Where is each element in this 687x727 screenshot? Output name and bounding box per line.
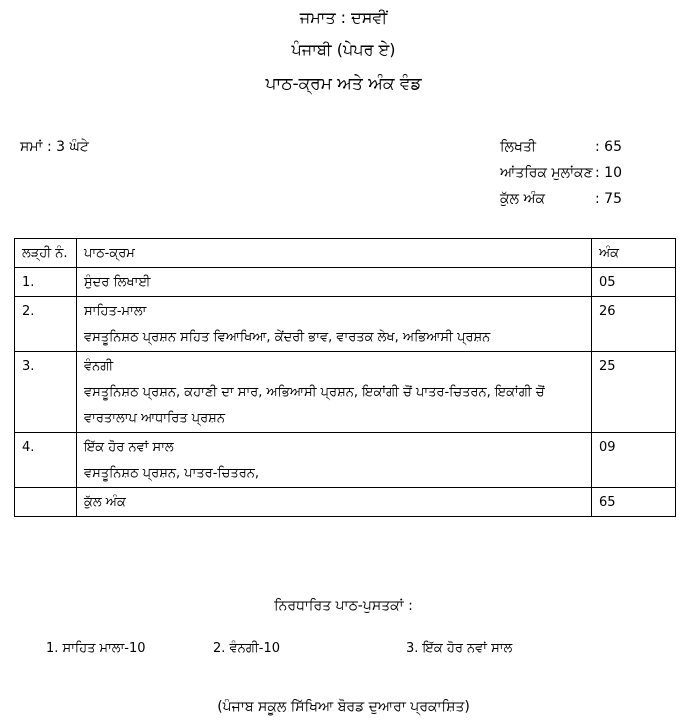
row-marks: 05 [592,268,676,297]
book-item: 2. ਵੰਨਗੀ-10 [213,641,280,656]
header-serial: ਲੜ੍ਹੀ ਨੰ. [15,239,77,268]
internal-assessment-value: : 10 [595,165,622,181]
book-item: 1. ਸਾਹਿਤ ਮਾਲਾ-10 [46,641,146,656]
written-marks-label: ਲਿਖਤੀ [500,139,537,155]
internal-assessment-label: ਆਂਤਰਿਕ ਮੁਲਾਂਕਣ [500,165,593,181]
row-line: ਸੁੰਦਰ ਲਿਖਾਈ [84,275,151,290]
row-marks: 09 [592,433,676,488]
row-serial: 3. [15,352,77,433]
row-content [77,268,592,297]
table-total-marks: 65 [592,488,676,517]
header-syllabus: ਪਾਠ-ਕ੍ਰਮ [77,239,592,268]
row-serial: 2. [15,297,77,352]
table-row [15,352,676,433]
table-row [15,268,676,297]
publisher-note: (ਪੰਜਾਬ ਸਕੂਲ ਸਿੱਖਿਆ ਬੋਰਡ ਦੁਆਰਾ ਪ੍ਰਕਾਸ਼ਿਤ) [217,699,470,715]
row-line: ਵਸਤੂਨਿਸ਼ਠ ਪ੍ਰਸ਼ਨ, ਪਾਤਰ-ਚਿਤਰਨ, [84,466,260,481]
row-line: ਵਾਰਤਾਲਾਪ ਆਧਾਰਿਤ ਪ੍ਰਸ਼ਨ [84,411,225,426]
exam-duration: ਸਮਾਂ : 3 ਘੰਟੇ [20,139,89,155]
row-line: ਇੱਕ ਹੋਰ ਨਵਾਂ ਸਾਲ [84,440,174,455]
total-marks-value: : 75 [595,191,622,207]
table-total-row [15,488,676,517]
table-header-row [15,239,676,268]
row-content [77,433,592,488]
internal-assessment-row [500,165,622,181]
header-marks: ਅੰਕ [592,239,676,268]
book-item: 3. ਇੱਕ ਹੋਰ ਨਵਾਂ ਸਾਲ [406,641,513,656]
row-line: ਸਾਹਿਤ-ਮਾਲਾ [84,304,147,319]
syllabus-table [14,238,676,517]
table-row [15,433,676,488]
written-marks-value: : 65 [595,139,622,155]
page-title: ਪਾਠ-ਕ੍ਰਮ ਅਤੇ ਅੰਕ ਵੰਡ [265,74,422,94]
class-heading: ਜਮਾਤ : ਦਸਵੀਂ [299,8,388,27]
row-serial: 4. [15,433,77,488]
row-serial: 1. [15,268,77,297]
row-content [77,352,592,433]
total-serial-empty [15,488,77,517]
table-row [15,297,676,352]
row-line: ਵਸਤੂਨਿਸ਼ਠ ਪ੍ਰਸ਼ਨ, ਕਹਾਣੀ ਦਾ ਸਾਰ, ਅਭਿਆਸੀ ਪ੍ਰਸ਼ਨ, ਇਕਾਂਗੀ ਚੋਂ ਪਾਤਰ-ਚਿਤਰਨ, ਇਕਾਂਗੀ ਚੋਂ [84,385,545,400]
total-marks-label: ਕੁੱਲ ਅੰਕ [500,191,546,207]
written-marks-row [500,139,622,155]
prescribed-books-heading: ਨਿਰਧਾਰਿਤ ਪਾਠ-ਪੁਸਤਕਾਂ : [274,598,413,614]
subject-heading: ਪੰਜਾਬੀ (ਪੇਪਰ ਏ) [291,40,396,59]
row-content [77,297,592,352]
row-line: ਵਸਤੂਨਿਸ਼ਠ ਪ੍ਰਸ਼ਨ ਸਹਿਤ ਵਿਆਖਿਆ, ਕੇਂਦਰੀ ਭਾਵ, ਵਾਰਤਕ ਲੇਖ, ਅਭਿਆਸੀ ਪ੍ਰਸ਼ਨ [84,330,491,345]
row-marks: 25 [592,352,676,433]
row-marks: 26 [592,297,676,352]
row-line: ਵੰਨਗੀ [84,359,114,374]
total-marks-row [500,191,622,207]
table-total-label: ਕੁੱਲ ਅੰਕ [77,488,592,517]
